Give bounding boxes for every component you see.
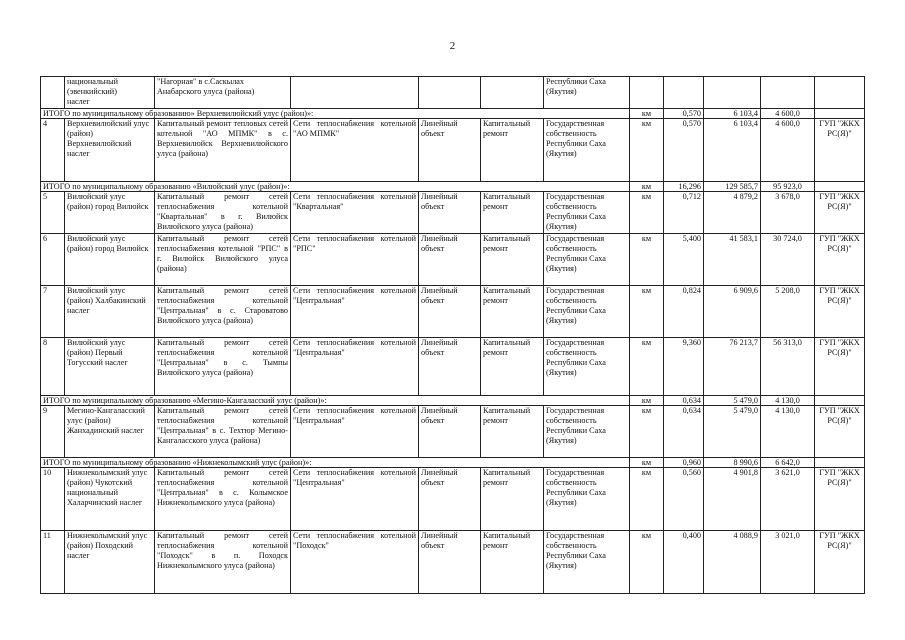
row-number: 4 (41, 119, 65, 182)
object-type-cell: Линейный объект (419, 286, 481, 338)
municipality-cell: Вилюйский улус (район) город Вилюйск (65, 192, 155, 234)
municipality-cell: Верхневилюйский улус (район) Верхневилюйский наслег (65, 119, 155, 182)
object-type-cell: Линейный объект (419, 192, 481, 234)
municipality-cell: Вилюйский улус (район) город Вилюйск (65, 234, 155, 286)
project-name-cell: Капитальный ремонт тепловых сетей котельной "АО МПМК" в с. Верхневилюйск Верхневилюйского улуса (района) (155, 119, 291, 182)
cont-object-cell (291, 77, 419, 109)
row-number: 6 (41, 234, 65, 286)
cont-executor-cell (815, 77, 865, 109)
object-type-cell: Линейный объект (419, 468, 481, 531)
length-cell: 5,400 (664, 234, 704, 286)
group-total-length: 0,570 (664, 109, 704, 119)
project-name-cell: Капитальный ремонт сетей теплоснабжения котельной "Центральная" в с. Техтюр Мегино-Кангаласского улуса (района) (155, 406, 291, 458)
executor-cell: ГУП "ЖКХ РС(Я)" (815, 234, 865, 286)
cost-cell: 4 879,2 (704, 192, 761, 234)
work-type-cell: Капитальный ремонт (481, 234, 544, 286)
cont-work-cell (481, 77, 544, 109)
group-total-row (41, 458, 865, 468)
group-total-subsidy: 4 130,0 (761, 396, 815, 406)
table-row (41, 468, 865, 531)
cost-cell: 6 909,6 (704, 286, 761, 338)
group-total-unit: км (630, 396, 664, 406)
executor-cell: ГУП "ЖКХ РС(Я)" (815, 406, 865, 458)
work-type-cell: Капитальный ремонт (481, 468, 544, 531)
table-row (41, 406, 865, 458)
subsidy-cell: 3 678,0 (761, 192, 815, 234)
group-total-length: 0,634 (664, 396, 704, 406)
table-row (41, 234, 865, 286)
group-total-label: ИТОГО по муниципальному образованию» Верхневилюйский улус (район)»: (41, 109, 630, 119)
row-number: 11 (41, 531, 65, 594)
cont-municipality-line: (эвенкийский) (67, 87, 117, 96)
municipality-cell: Вилюйский улус (район) Халбакинский наслег (65, 286, 155, 338)
municipality-cell: Нижнеколымский улус (район) Чукотский национальный Халарчинский наслег (65, 468, 155, 531)
page-number: 2 (449, 40, 456, 52)
cont-municipality-line: национальный (67, 77, 119, 86)
cont-ownership-line: (Якутия) (546, 87, 577, 96)
group-total-unit: км (630, 182, 664, 192)
cost-cell: 4 088,9 (704, 531, 761, 594)
object-cell: Сети теплоснабжения котельной "Квартальная" (291, 192, 419, 234)
row-number: 8 (41, 338, 65, 396)
cont-length-cell (664, 77, 704, 109)
cost-cell: 41 583,1 (704, 234, 761, 286)
municipality-cell: Вилюйский улус (район) Первый Тогусский наслег (65, 338, 155, 396)
object-cell: Сети теплоснабжения котельной "АО МПМК" (291, 119, 419, 182)
cont-subsidy-cell (761, 77, 815, 109)
object-cell: Сети теплоснабжения котельной "Походск" (291, 531, 419, 594)
unit-cell: км (630, 338, 664, 396)
group-total-executor (815, 396, 865, 406)
cost-cell: 5 479,0 (704, 406, 761, 458)
group-total-cost: 5 479,0 (704, 396, 761, 406)
subsidy-cell: 3 021,0 (761, 531, 815, 594)
project-name-cell: Капитальный ремонт сетей теплоснабжения котельной "РПС" в г. Вилюйск Вилюйского улуса (района) (155, 234, 291, 286)
group-total-unit: км (630, 109, 664, 119)
executor-cell: ГУП "ЖКХ РС(Я)" (815, 531, 865, 594)
group-total-unit: км (630, 458, 664, 468)
subsidy-cell: 5 208,0 (761, 286, 815, 338)
group-total-row (41, 182, 865, 192)
work-type-cell: Капитальный ремонт (481, 192, 544, 234)
group-total-subsidy: 95 923,0 (761, 182, 815, 192)
object-type-cell: Линейный объект (419, 338, 481, 396)
object-type-cell: Линейный объект (419, 234, 481, 286)
work-type-cell: Капитальный ремонт (481, 406, 544, 458)
cont-municipality-line: наслег (67, 97, 90, 106)
row-number: 7 (41, 286, 65, 338)
ownership-cell: Государственная собственность Республики Саха (Якутия) (544, 286, 630, 338)
ownership-cell: Государственная собственность Республики Саха (Якутия) (544, 338, 630, 396)
object-cell: Сети теплоснабжения котельной "Центральная" (291, 338, 419, 396)
ownership-cell: Государственная собственность Республики Саха (Якутия) (544, 406, 630, 458)
unit-cell: км (630, 406, 664, 458)
work-type-cell: Капитальный ремонт (481, 119, 544, 182)
executor-cell: ГУП "ЖКХ РС(Я)" (815, 119, 865, 182)
group-total-subsidy: 6 642,0 (761, 458, 815, 468)
group-total-subsidy: 4 600,0 (761, 109, 815, 119)
cont-ownership-cell (544, 77, 630, 109)
cost-cell: 76 213,7 (704, 338, 761, 396)
object-cell: Сети теплоснабжения котельной "Центральная" (291, 468, 419, 531)
table-body (41, 77, 865, 594)
length-cell: 0,712 (664, 192, 704, 234)
object-type-cell: Линейный объект (419, 119, 481, 182)
group-total-length: 16,296 (664, 182, 704, 192)
group-total-cost: 8 990,6 (704, 458, 761, 468)
length-cell: 0,570 (664, 119, 704, 182)
group-total-cost: 6 103,4 (704, 109, 761, 119)
project-name-cell: Капитальный ремонт сетей теплоснабжения котельной "Центральная" в с. Староватово Вилюйского улуса (района) (155, 286, 291, 338)
subsidy-cell: 56 313,0 (761, 338, 815, 396)
cont-name-line: "Нагорная" в с.Саскылах (157, 77, 245, 86)
ownership-cell: Государственная собственность Республики Саха (Якутия) (544, 531, 630, 594)
unit-cell: км (630, 531, 664, 594)
table-row (41, 286, 865, 338)
object-cell: Сети теплоснабжения котельной "Центральная" (291, 406, 419, 458)
executor-cell: ГУП "ЖКХ РС(Я)" (815, 468, 865, 531)
object-cell: Сети теплоснабжения котельной "РПС" (291, 234, 419, 286)
unit-cell: км (630, 119, 664, 182)
group-total-row (41, 109, 865, 119)
ownership-cell: Государственная собственность Республики Саха (Якутия) (544, 234, 630, 286)
cost-cell: 6 103,4 (704, 119, 761, 182)
object-type-cell: Линейный объект (419, 531, 481, 594)
subsidy-cell: 4 600,0 (761, 119, 815, 182)
object-type-cell: Линейный объект (419, 406, 481, 458)
ownership-cell: Государственная собственность Республики Саха (Якутия) (544, 119, 630, 182)
group-total-executor (815, 109, 865, 119)
project-name-cell: Капитальный ремонт сетей теплоснабжения котельной "Центральная" в с. Тымпы Вилюйского улуса (района) (155, 338, 291, 396)
continuation-row (41, 77, 865, 109)
cont-cost-cell (704, 77, 761, 109)
unit-cell: км (630, 468, 664, 531)
municipality-cell: Нижнеколымский улус (район) Походский наслег (65, 531, 155, 594)
row-number: 9 (41, 406, 65, 458)
group-total-label: ИТОГО по муниципальному образованию «Вилюйский улус (район)»: (41, 182, 630, 192)
work-type-cell: Капитальный ремонт (481, 286, 544, 338)
cont-unit-cell (630, 77, 664, 109)
cont-municipality-cell (65, 77, 155, 109)
ownership-cell: Государственная собственность Республики Саха (Якутия) (544, 468, 630, 531)
executor-cell: ГУП "ЖКХ РС(Я)" (815, 192, 865, 234)
table-row (41, 192, 865, 234)
group-total-length: 0,960 (664, 458, 704, 468)
municipality-cell: Мегино-Кангаласский улус (район) Жанхадинский наслег (65, 406, 155, 458)
subsidy-cell: 30 724,0 (761, 234, 815, 286)
group-total-label: ИТОГО по муниципальному образованию «Мегино-Кангаласский улус (район)»: (41, 396, 630, 406)
project-name-cell: Капитальный ремонт сетей теплоснабжения котельной "Центральная" в с. Колымское Нижнеколымского улуса (района) (155, 468, 291, 531)
unit-cell: км (630, 286, 664, 338)
row-number: 5 (41, 192, 65, 234)
group-total-executor (815, 458, 865, 468)
length-cell: 0,824 (664, 286, 704, 338)
cont-ownership-line: Республики Саха (546, 77, 606, 86)
length-cell: 9,360 (664, 338, 704, 396)
length-cell: 0,400 (664, 531, 704, 594)
executor-cell: ГУП "ЖКХ РС(Я)" (815, 338, 865, 396)
unit-cell: км (630, 192, 664, 234)
table-row (41, 119, 865, 182)
program-table (40, 76, 865, 594)
table-row (41, 531, 865, 594)
subsidy-cell: 3 621,0 (761, 468, 815, 531)
row-number: 10 (41, 468, 65, 531)
work-type-cell: Капитальный ремонт (481, 338, 544, 396)
object-cell: Сети теплоснабжения котельной "Центральная" (291, 286, 419, 338)
work-type-cell: Капитальный ремонт (481, 531, 544, 594)
executor-cell: ГУП "ЖКХ РС(Я)" (815, 286, 865, 338)
table-row (41, 338, 865, 396)
cont-name-cell (155, 77, 291, 109)
length-cell: 0,560 (664, 468, 704, 531)
length-cell: 0,634 (664, 406, 704, 458)
unit-cell: км (630, 234, 664, 286)
cont-type-cell (419, 77, 481, 109)
group-total-cost: 129 585,7 (704, 182, 761, 192)
cost-cell: 4 901,8 (704, 468, 761, 531)
ownership-cell: Государственная собственность Республики Саха (Якутия) (544, 192, 630, 234)
project-name-cell: Капитальный ремонт сетей теплоснабжения котельной "Походск" в п. Походск Нижнеколымского улуса (района) (155, 531, 291, 594)
cont-name-line: Анабарского улуса (района) (157, 87, 255, 96)
subsidy-cell: 4 130,0 (761, 406, 815, 458)
project-name-cell: Капитальный ремонт сетей теплоснабжения котельной "Квартальная" в г. Вилюйск Вилюйского улуса (района) (155, 192, 291, 234)
group-total-label: ИТОГО по муниципальному образованию «Нижнеколымский улус (район)»: (41, 458, 630, 468)
cont-num-cell (41, 77, 65, 109)
group-total-executor (815, 182, 865, 192)
group-total-row (41, 396, 865, 406)
